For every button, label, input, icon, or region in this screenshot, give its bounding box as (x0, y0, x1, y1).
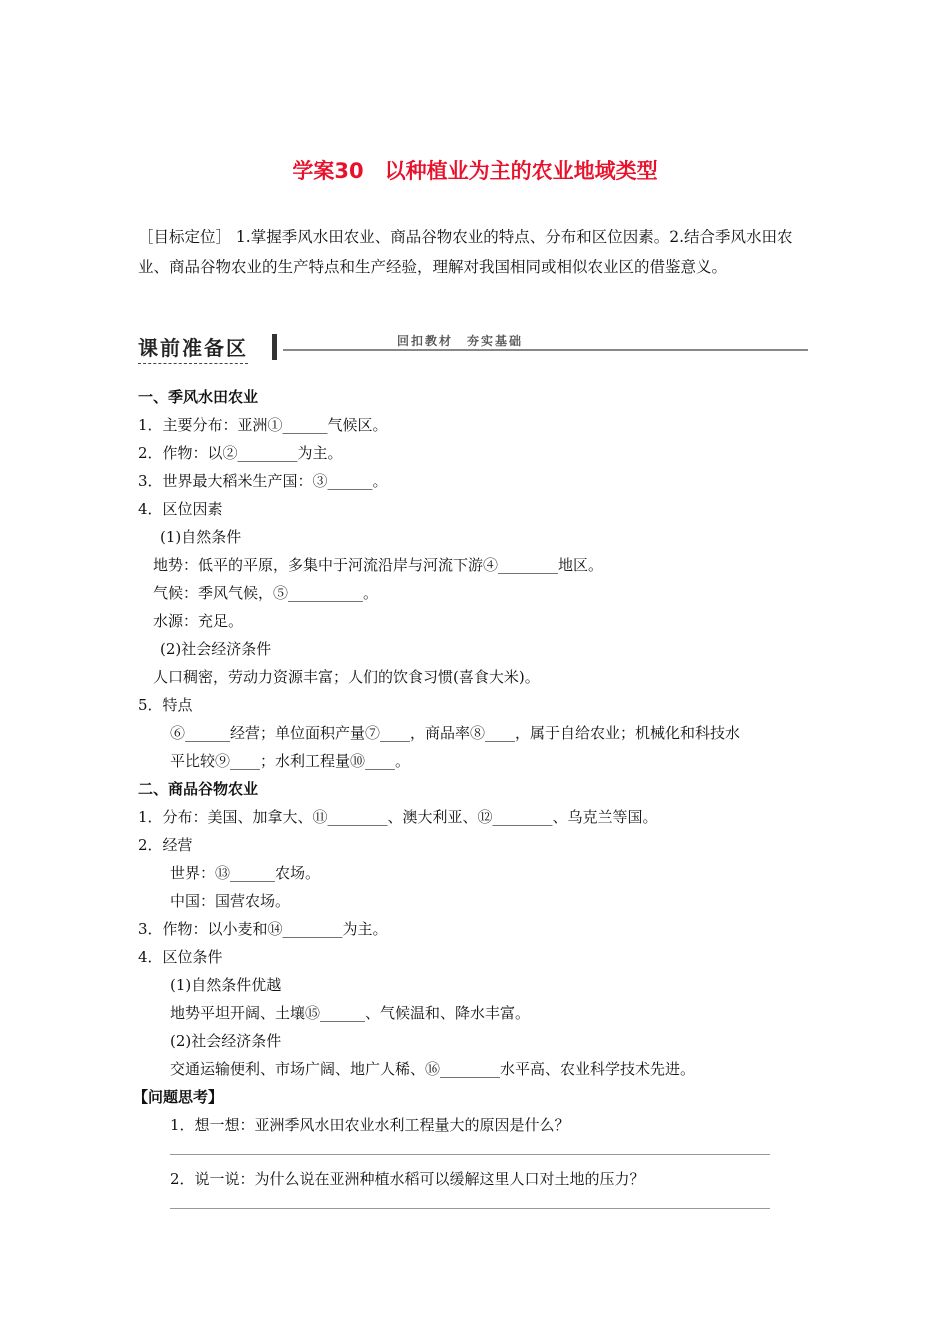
text-line: 人口稠密，劳动力资源丰富；人们的饮食习惯(喜食大米)。 (153, 668, 540, 686)
answer-line-2[interactable] (170, 1208, 770, 1209)
text-line: (1)自然条件 (160, 528, 242, 546)
text-line: 4．区位条件 (138, 948, 223, 966)
page-title: 学案30 以种植业为主的农业地域类型 (292, 159, 658, 183)
text-line: (1)自然条件优越 (170, 976, 282, 994)
text-line: 2．经营 (138, 836, 193, 854)
text-line: 3．世界最大稻米生产国：③______。 (138, 472, 388, 490)
section-banner (138, 332, 808, 364)
text-line: 4．区位因素 (138, 500, 223, 518)
text-line: ⑥______经营；单位面积产量⑦____，商品率⑧____，属于自给农业；机械化和科技水 (170, 724, 741, 742)
section-heading-1: 一、季风水田农业 (138, 388, 259, 406)
text-line: 中国：国营农场。 (170, 892, 291, 910)
text-line: 5．特点 (138, 696, 193, 714)
text-line: 交通运输便利、市场广阔、地广人稀、⑯________水平高、农业科学技术先进。 (170, 1060, 696, 1078)
objective-paragraph: ［目标定位］ 1.掌握季风水田农业、商品谷物农业的特点、分布和区位因素。2.结合季风水田农业、商品谷物农业的生产特点和生产经验，理解对我国相同或相似农业区的借鉴意义。 (138, 228, 793, 276)
text-line: 1．主要分布：亚洲①______气候区。 (138, 416, 388, 434)
banner-rule (283, 349, 808, 351)
text-line: 地势平坦开阔、土壤⑮______、气候温和、降水丰富。 (170, 1004, 531, 1022)
text-line: 气候：季风气候，⑤__________。 (153, 584, 379, 602)
banner-subtitle: 回扣教材 夯实基础 (393, 332, 527, 349)
text-line: 3．作物：以小麦和⑭________为主。 (138, 920, 388, 938)
question-2: 2．说一说：为什么说在亚洲种植水稻可以缓解这里人口对土地的压力？ (170, 1170, 645, 1188)
text-line: (2)社会经济条件 (160, 640, 272, 658)
text-line: 2．作物：以②________为主。 (138, 444, 343, 462)
text-line: 平比较⑨____；水利工程量⑩____。 (170, 752, 411, 770)
banner-divider-bar (272, 334, 277, 360)
text-line: 地势：低平的平原，多集中于河流沿岸与河流下游④________地区。 (153, 556, 604, 574)
banner-label: 课前准备区 (138, 332, 248, 364)
text-line: (2)社会经济条件 (170, 1032, 282, 1050)
answer-line-1[interactable] (170, 1154, 770, 1155)
question-1: 1．想一想：亚洲季风水田农业水利工程量大的原因是什么？ (170, 1116, 570, 1134)
text-line: 1．分布：美国、加拿大、⑪________、澳大利亚、⑫________、乌克兰等国。 (138, 808, 658, 826)
section-heading-2: 二、商品谷物农业 (138, 780, 259, 798)
text-line: 水源：充足。 (153, 612, 244, 630)
questions-heading: 【问题思考】 (133, 1088, 224, 1106)
text-line: 世界：⑬______农场。 (170, 864, 321, 882)
